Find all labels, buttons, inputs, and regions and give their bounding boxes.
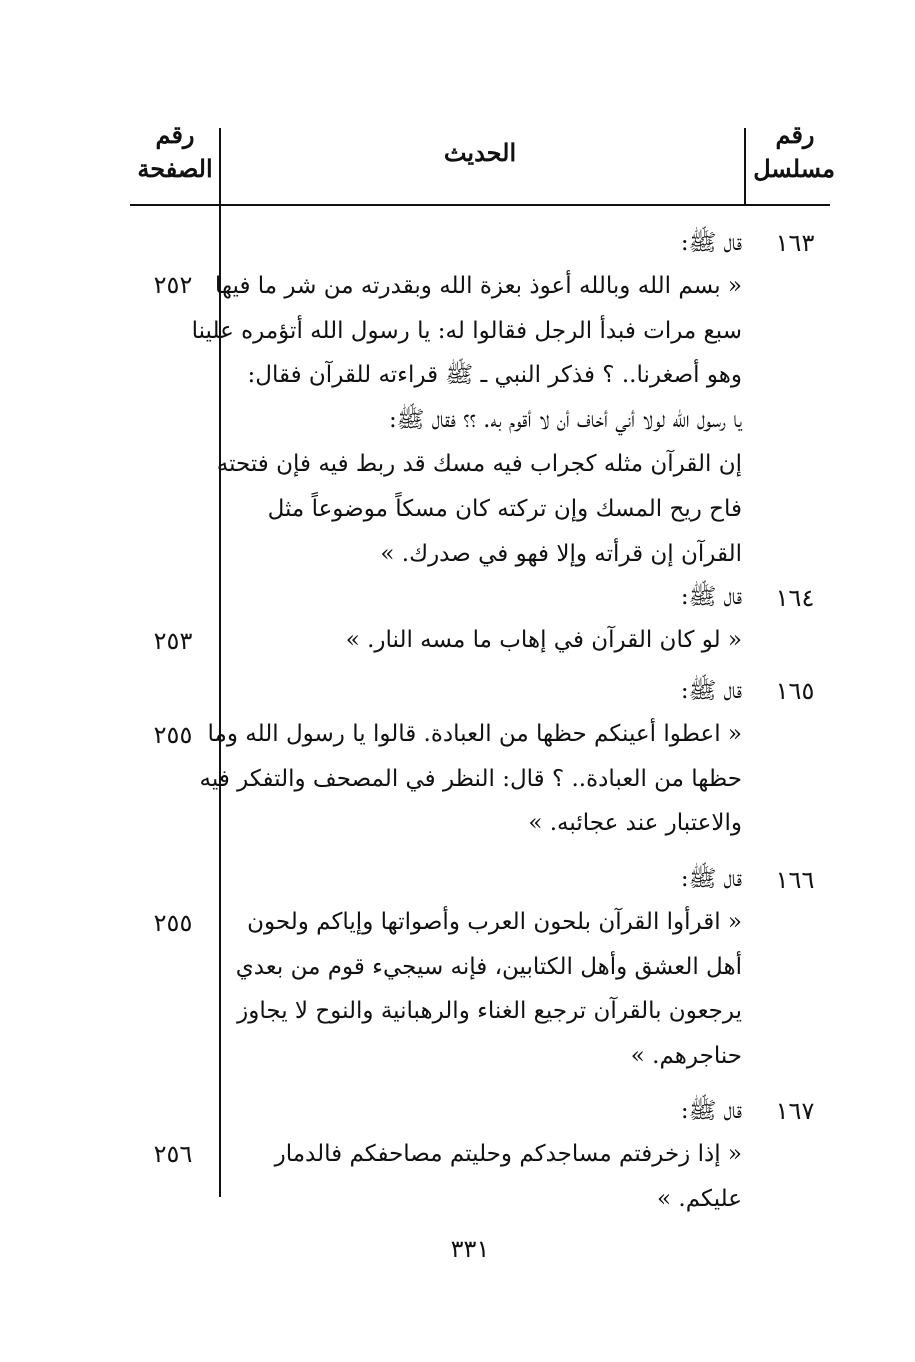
header-serial-line2: مسلسل <box>753 154 835 183</box>
page-reference: ٢٥٥ <box>153 721 193 749</box>
header-serial-number <box>755 118 835 186</box>
serial-number: ١٦٦ <box>775 866 815 894</box>
page-reference: ٢٥٣ <box>153 627 193 655</box>
hadith-entry <box>226 576 742 663</box>
hadith-intro: قال ﷺ: <box>680 584 742 610</box>
hadith-line: فاح ريح المسك وإن تركته كان مسكاً موضوعاً مثل <box>267 495 742 522</box>
hadith-entry <box>226 1090 742 1221</box>
hadith-intro: قال ﷺ: <box>680 230 742 256</box>
hadith-line: أهل العشق وأهل الكتابين، فإنه سيجيء قوم من بعدي <box>235 953 742 980</box>
hadith-line: يرجعون بالقرآن ترجيع الغناء والرهبانية والنوح لا يجاوز <box>237 998 742 1025</box>
hadith-line: « لو كان القرآن في إهاب ما مسه النار. » <box>345 627 742 653</box>
hadith-entry <box>199 670 742 846</box>
hadith-line: إن القرآن مثله كجراب فيه مسك قد ربط فيه فإن فتحته <box>216 451 742 478</box>
page-reference: ٢٥٦ <box>153 1140 193 1168</box>
hadith-line: وهو أصغرنا.. ؟ فذكر النبي ـ ﷺ قراءته للقرآن فقال: <box>247 362 742 389</box>
header-rule <box>130 204 830 206</box>
hadith-line: حظها من العبادة.. ؟ قال: النظر في المصحف والتفكر فيه <box>199 765 742 792</box>
header-page-line2: الصفحة <box>137 154 213 183</box>
hadith-line: والاعتبار عند عجائبه. » <box>528 810 742 837</box>
header-page-number <box>130 118 220 186</box>
header-page-line1: رقم <box>155 120 195 149</box>
hadith-intro: قال ﷺ: <box>680 678 742 704</box>
hadith-line: القرآن إن قرأته وإلا فهو في صدرك. » <box>380 540 742 567</box>
hadith-entry <box>191 222 742 576</box>
hadith-entry <box>226 858 742 1078</box>
hadith-line: « إذا زخرفتم مساجدكم وحليتم مصاحفكم فالدمار <box>274 1141 742 1167</box>
page-reference: ٢٥٢ <box>153 271 193 299</box>
page-reference: ٢٥٥ <box>153 909 193 937</box>
hadith-line: حناجرهم. » <box>630 1042 742 1069</box>
column-divider-right <box>744 128 746 206</box>
serial-number: ١٦٧ <box>775 1097 815 1125</box>
serial-number: ١٦٣ <box>775 229 815 257</box>
header-hadith: الحديث <box>443 138 517 167</box>
hadith-intro: قال ﷺ: <box>680 1098 742 1124</box>
serial-number: ١٦٥ <box>775 677 815 705</box>
hadith-line: « اقرأوا القرآن بلحون العرب وأصواتها وإياكم ولحون <box>247 909 742 935</box>
header-serial-line1: رقم <box>775 120 815 149</box>
hadith-line: سبع مرات فبدأ الرجل فقالوا له: يا رسول الله أتؤمره علينا <box>191 317 742 344</box>
hadith-line: « اعطوا أعينكم حظها من العبادة. قالوا يا رسول الله وما <box>207 721 742 747</box>
hadith-line: عليكم. » <box>657 1185 742 1212</box>
hadith-line: « بسم الله وبالله أعوذ بعزة الله وبقدرته من شر ما فيها <box>214 273 742 299</box>
hadith-line: يا رسول الله لولا أني أخاف أن لا أقوم به. ؟؟ فقال ﷺ: <box>388 406 742 433</box>
serial-number: ١٦٤ <box>775 584 815 612</box>
page-number-footer: ٣٣١ <box>450 1235 490 1263</box>
hadith-intro: قال ﷺ: <box>680 866 742 892</box>
